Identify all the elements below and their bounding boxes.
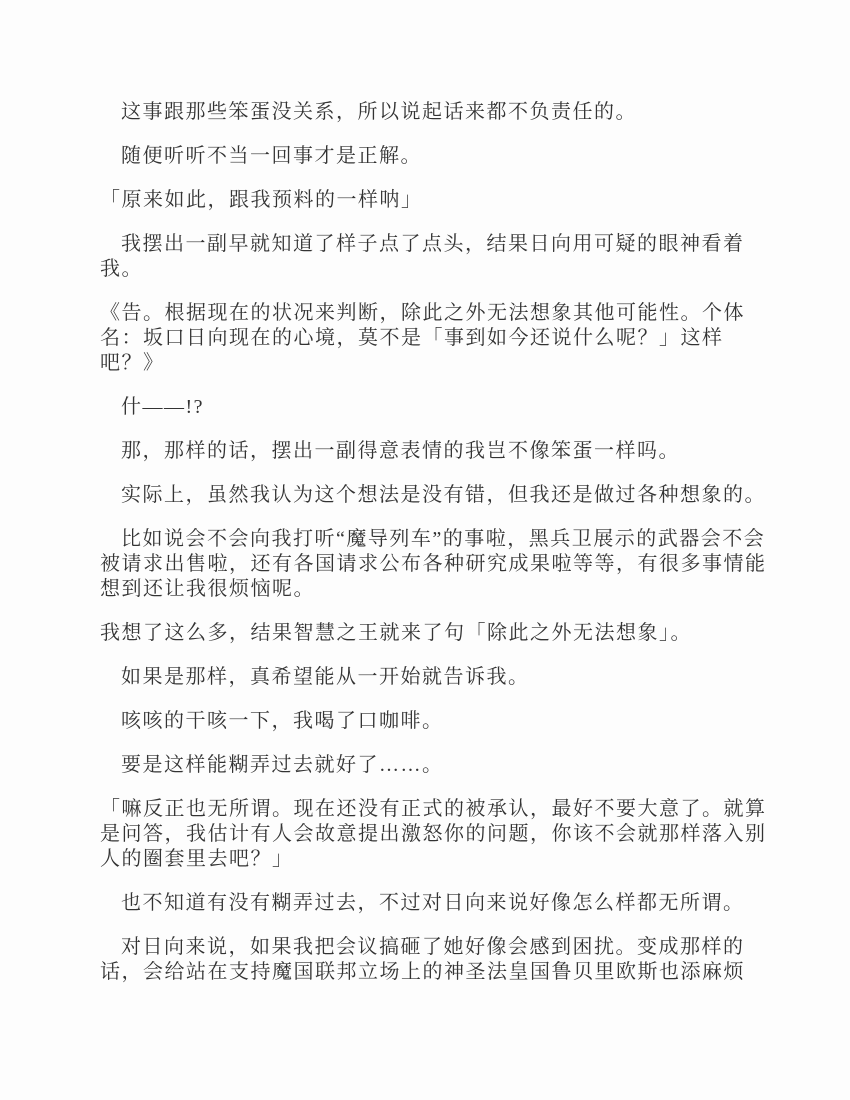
paragraph — [100, 232, 770, 282]
text-line: 人的圈套里去吧？」 — [100, 848, 294, 870]
paragraph-dialogue — [100, 797, 770, 872]
paragraph — [100, 483, 770, 508]
paragraph — [100, 891, 770, 916]
paragraph — [100, 395, 770, 420]
text-line: 我想了这么多，结果智慧之王就来了句「除此之外无法想象」。 — [100, 622, 692, 644]
text-line: 比如说会不会向我打听“魔导列车”的事啦，黑兵卫展示的武器会不会 — [121, 528, 766, 550]
text-line: 我。 — [100, 258, 143, 280]
paragraph — [100, 935, 770, 985]
text-line: 也不知道有没有糊弄过去，不过对日向来说好像怎么样都无所谓。 — [121, 892, 745, 914]
paragraph — [100, 144, 770, 169]
paragraph-dialogue — [100, 188, 770, 213]
text-line: 随便听听不当一回事才是正解。 — [121, 145, 422, 167]
paragraph — [100, 621, 770, 646]
text-line: 如果是那样，真希望能从一开始就告诉我。 — [121, 666, 530, 688]
text-line: 实际上，虽然我认为这个想法是没有错，但我还是做过各种想象的。 — [121, 484, 766, 506]
text-line: 什——!? — [121, 396, 205, 418]
text-line: 咳咳的干咳一下，我喝了口咖啡。 — [121, 710, 444, 732]
text-line: 是问答，我估计有人会故意提出激怒你的问题，你该不会就那样落入别 — [100, 823, 767, 845]
text-line: 「嘛反正也无所谓。现在还没有正式的被承认，最好不要大意了。就算 — [100, 798, 767, 820]
paragraph — [100, 753, 770, 778]
paragraph-telepathy — [100, 301, 770, 376]
text-line: 被请求出售啦，还有各国请求公布各种研究成果啦等等，有很多事情能 — [100, 553, 767, 575]
paragraph — [100, 439, 770, 464]
text-line: 「原来如此，跟我预料的一样呐」 — [100, 189, 423, 211]
text-line: 话，会给站在支持魔国联邦立场上的神圣法皇国鲁贝里欧斯也添麻烦 — [100, 961, 745, 983]
text-line: 要是这样能糊弄过去就好了……。 — [121, 754, 444, 776]
paragraph — [100, 100, 770, 125]
paragraph — [100, 527, 770, 602]
text-line: 名：坂口日向现在的心境，莫不是「事到如今还说什么呢？」这样 — [100, 327, 724, 349]
text-line: 《告。根据现在的状况来判断，除此之外无法想象其他可能性。个体 — [100, 302, 745, 324]
text-line: 我摆出一副早就知道了样子点了点头，结果日向用可疑的眼神看着 — [121, 233, 745, 255]
text-line: 这事跟那些笨蛋没关系，所以说起话来都不负责任的。 — [121, 101, 637, 123]
text-line: 吧？》 — [100, 352, 165, 374]
paragraph — [100, 709, 770, 734]
paragraph — [100, 665, 770, 690]
text-line: 那，那样的话，摆出一副得意表情的我岂不像笨蛋一样吗。 — [121, 440, 680, 462]
text-line: 对日向来说，如果我把会议搞砸了她好像会感到困扰。变成那样的 — [121, 936, 745, 958]
text-line: 想到还让我很烦恼呢。 — [100, 578, 315, 600]
